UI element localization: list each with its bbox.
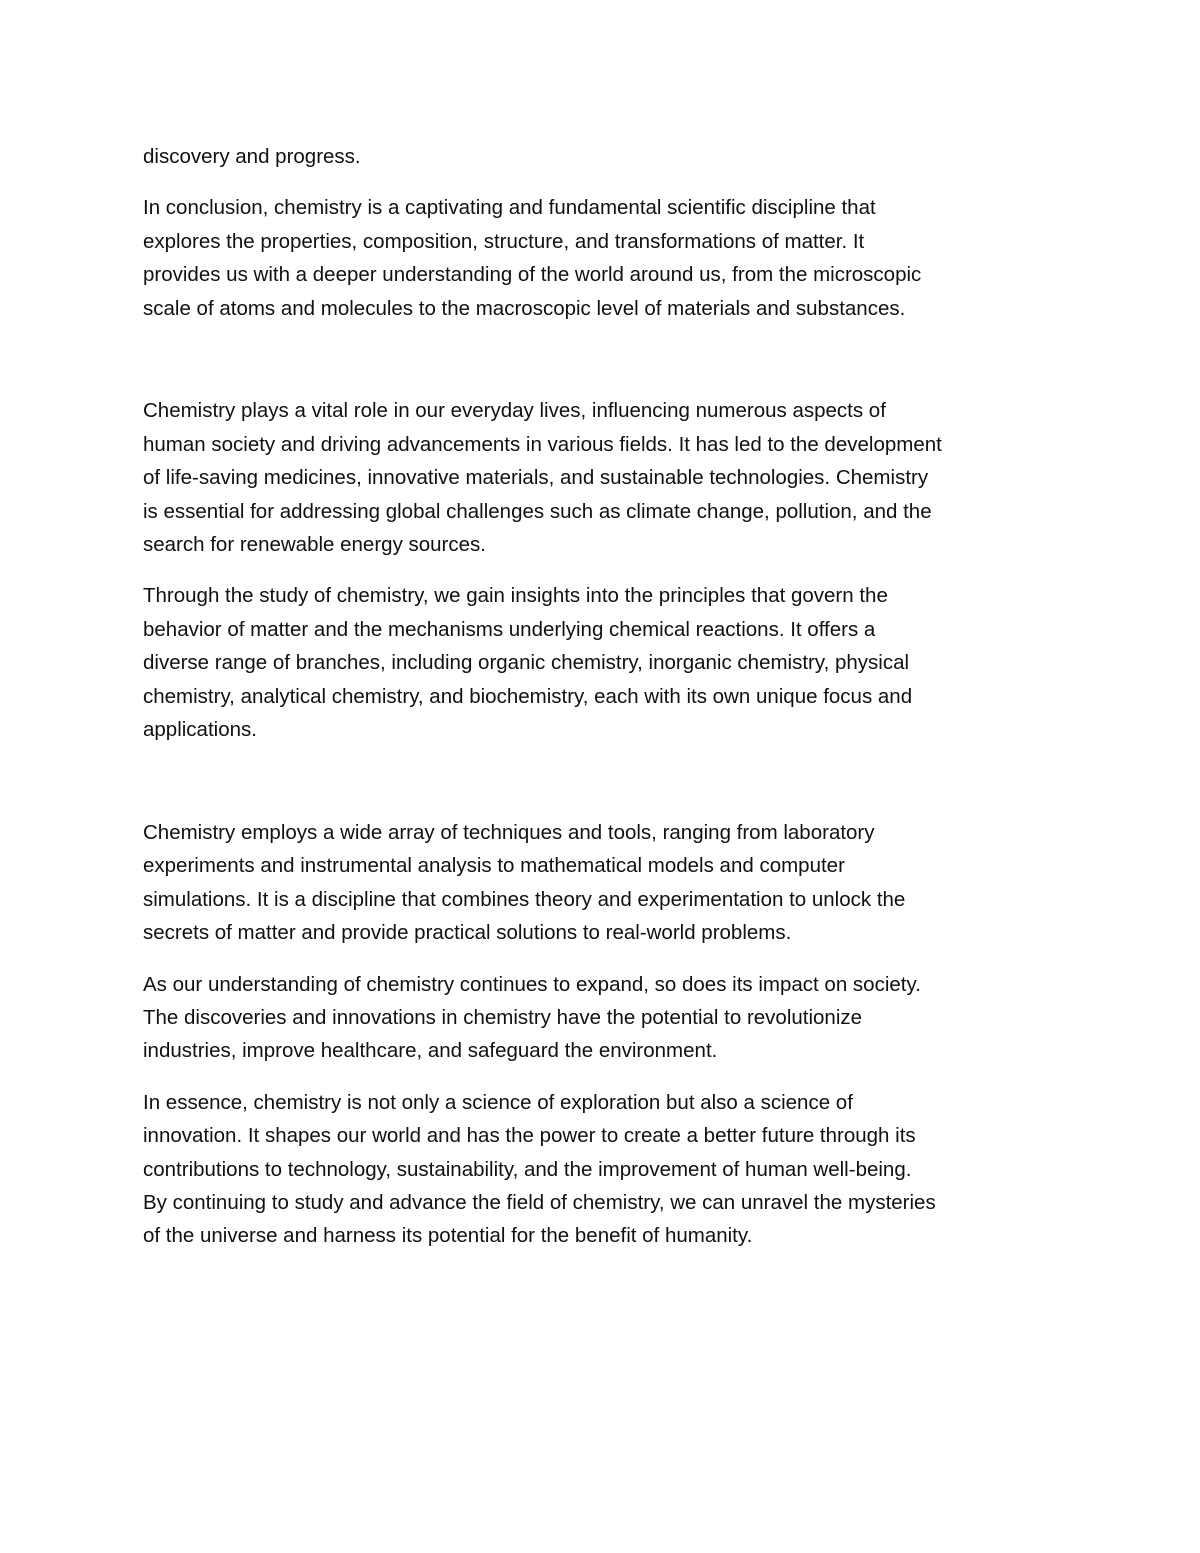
text-line: contributions to technology, sustainability, and the improvement of human well-being. bbox=[143, 1157, 912, 1181]
paragraph bbox=[143, 394, 1103, 561]
text-line: applications. bbox=[143, 718, 257, 742]
text-line: In essence, chemistry is not only a science of exploration but also a science of bbox=[143, 1090, 853, 1114]
document-page bbox=[143, 140, 1103, 1271]
empty-paragraph bbox=[143, 343, 1103, 376]
text-line: of life-saving medicines, innovative materials, and sustainable technologies. Chemistry bbox=[143, 466, 929, 490]
paragraph bbox=[143, 816, 1103, 950]
text-line: explores the properties, composition, structure, and transformations of matter. It bbox=[143, 229, 865, 253]
text-line: experiments and instrumental analysis to mathematical models and computer bbox=[143, 854, 845, 878]
paragraph bbox=[143, 579, 1103, 746]
paragraph bbox=[143, 1086, 1103, 1253]
text-line: is essential for addressing global challenges such as climate change, pollution, and the bbox=[143, 499, 932, 523]
text-line: chemistry, analytical chemistry, and biochemistry, each with its own unique focus and bbox=[143, 684, 913, 708]
empty-paragraph bbox=[143, 764, 1103, 797]
paragraph bbox=[143, 191, 1103, 325]
text-line: Chemistry plays a vital role in our everyday lives, influencing numerous aspects of bbox=[143, 399, 886, 423]
text-line: In conclusion, chemistry is a captivating and fundamental scientific discipline that bbox=[143, 196, 876, 220]
text-line: By continuing to study and advance the field of chemistry, we can unravel the mysteries bbox=[143, 1190, 936, 1214]
text-line: behavior of matter and the mechanisms underlying chemical reactions. It offers a bbox=[143, 617, 876, 641]
text-line: As our understanding of chemistry continues to expand, so does its impact on society. bbox=[143, 972, 921, 996]
text-line: simulations. It is a discipline that combines theory and experimentation to unlock the bbox=[143, 887, 906, 911]
text-line: search for renewable energy sources. bbox=[143, 533, 486, 557]
paragraph bbox=[143, 968, 1103, 1068]
text-line: scale of atoms and molecules to the macroscopic level of materials and substances. bbox=[143, 296, 906, 320]
text-line: of the universe and harness its potential for the benefit of humanity. bbox=[143, 1224, 753, 1248]
text-line: Chemistry employs a wide array of techniques and tools, ranging from laboratory bbox=[143, 820, 875, 844]
text-line: Through the study of chemistry, we gain insights into the principles that govern the bbox=[143, 584, 888, 608]
text-line: diverse range of branches, including organic chemistry, inorganic chemistry, physical bbox=[143, 651, 910, 675]
text-line: industries, improve healthcare, and safeguard the environment. bbox=[143, 1039, 718, 1063]
text-line: human society and driving advancements in various fields. It has led to the development bbox=[143, 432, 942, 456]
text-line: provides us with a deeper understanding of the world around us, from the microscopic bbox=[143, 263, 922, 287]
text-line: discovery and progress. bbox=[143, 145, 361, 168]
text-line: The discoveries and innovations in chemistry have the potential to revolutionize bbox=[143, 1005, 863, 1029]
text-line: secrets of matter and provide practical solutions to real-world problems. bbox=[143, 921, 792, 945]
text-line: innovation. It shapes our world and has the power to create a better future through its bbox=[143, 1124, 916, 1148]
paragraph bbox=[143, 140, 1103, 173]
